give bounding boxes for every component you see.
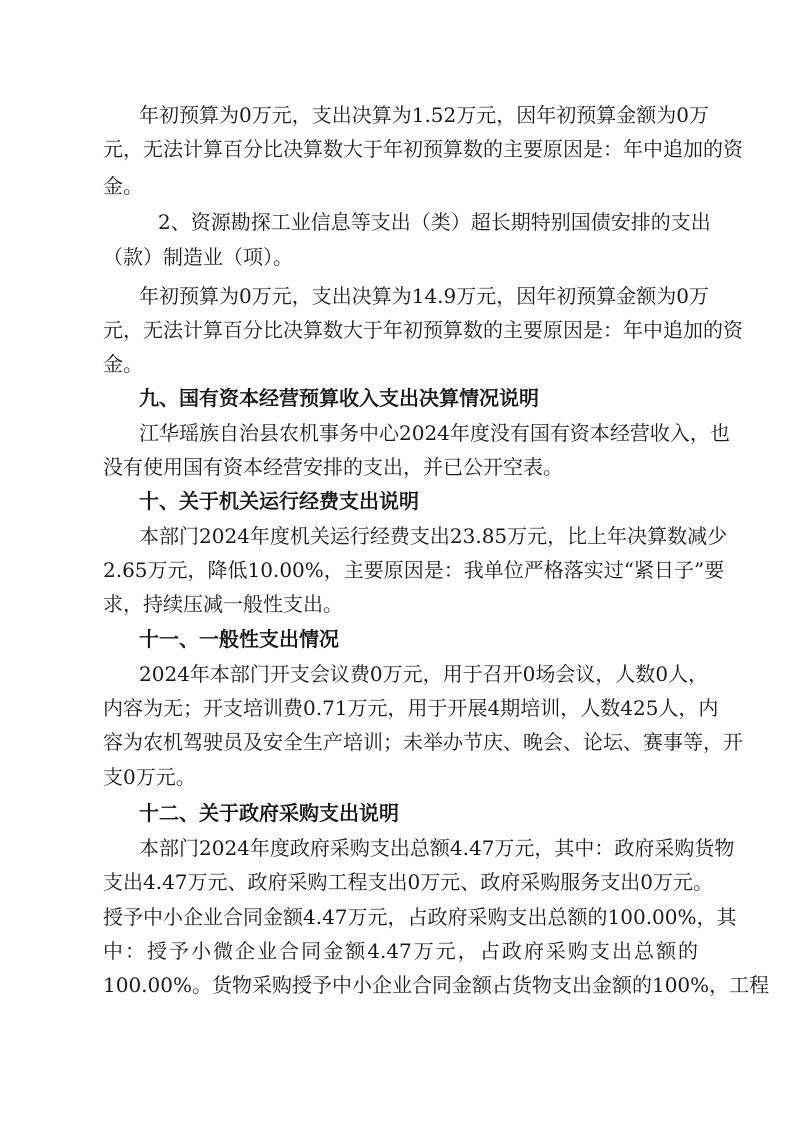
paragraph-line: 内容为无；开支培训费0.71万元，用于开展4期培训，人数425人，内 — [103, 696, 719, 720]
paragraph-line: 授予中小企业合同金额4.47万元，占政府采购支出总额的100.00%，其 — [103, 905, 737, 929]
paragraph-line: 元，无法计算百分比决算数大于年初预算数的主要原因是：年中追加的资 — [103, 137, 743, 161]
paragraph-line: 100.00%。货物采购授予中小企业合同金额占货物支出金额的100%，工程 — [103, 973, 770, 997]
paragraph-line: 2、资源勘探工业信息等支出（类）超长期特别国债安排的支出 — [158, 210, 711, 234]
section-heading: 九、国有资本经营预算收入支出决算情况说明 — [139, 386, 539, 410]
paragraph-line: 本部门2024年度机关运行经费支出23.85万元，比上年决算数减少 — [139, 524, 728, 548]
paragraph-line: 支0万元。 — [103, 765, 196, 789]
paragraph-line: 金。 — [103, 352, 143, 376]
paragraph-line: 没有使用国有资本经营安排的支出，并已公开空表。 — [103, 455, 563, 479]
paragraph-line: 中：授予小微企业合同金额4.47万元，占政府采购支出总额的 — [103, 939, 698, 963]
paragraph-line: 金。 — [103, 174, 143, 198]
paragraph-line: 2.65万元，降低10.00%，主要原因是：我单位严格落实过“紧日子”要 — [103, 558, 725, 582]
paragraph-line: 支出4.47万元、政府采购工程支出0万元、政府采购服务支出0万元。 — [103, 870, 713, 894]
section-heading: 十一、一般性支出情况 — [139, 627, 339, 651]
paragraph-line: 元，无法计算百分比决算数大于年初预算数的主要原因是：年中追加的资 — [103, 318, 743, 342]
paragraph-line: 求，持续压减一般性支出。 — [103, 592, 343, 616]
paragraph-line: 容为农机驾驶员及安全生产培训；未举办节庆、晚会、论坛、赛事等，开 — [103, 730, 743, 754]
paragraph-line: 2024年本部门开支会议费0万元，用于召开0场会议，人数0人， — [139, 662, 709, 686]
paragraph-line: 本部门2024年度政府采购支出总额4.47万元，其中：政府采购货物 — [139, 836, 735, 860]
paragraph-line: 年初预算为0万元，支出决算为14.9万元，因年初预算金额为0万 — [139, 284, 709, 308]
section-heading: 十二、关于政府采购支出说明 — [139, 801, 399, 825]
paragraph-line: 年初预算为0万元，支出决算为1.52万元，因年初预算金额为0万 — [139, 103, 709, 127]
paragraph-line: （款）制造业（项）。 — [103, 245, 293, 269]
paragraph-line: 江华瑶族自治县农机事务中心2024年度没有国有资本经营收入，也 — [139, 421, 730, 445]
section-heading: 十、关于机关运行经费支出说明 — [139, 489, 419, 513]
